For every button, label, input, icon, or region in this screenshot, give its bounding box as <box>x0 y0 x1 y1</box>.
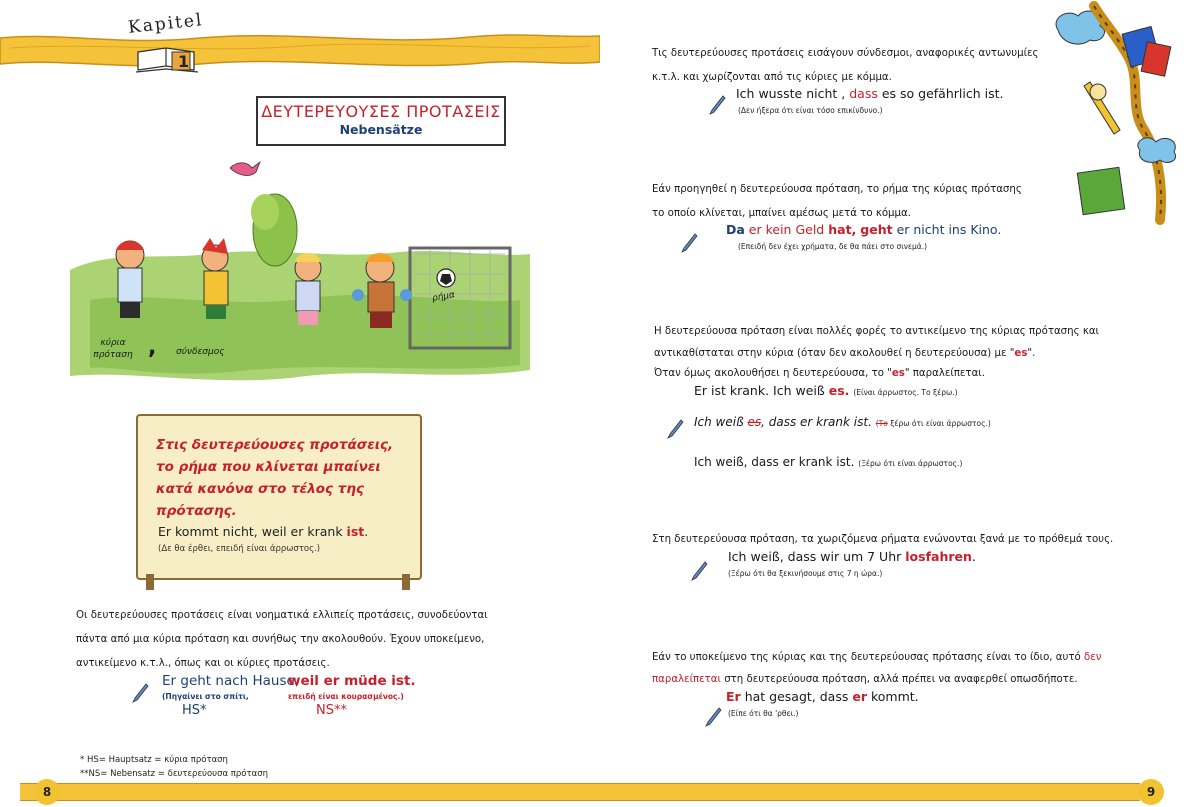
section5-line1-a: Εάν το υποκείμενο της κύριας και της δευτερεύουσας πρότασης είναι το ίδιο, αυτό <box>652 652 1081 663</box>
section2-text: Εάν προηγηθεί η δευτερεύουσα πρόταση, το ρήμα της κύριας πρότασης το οποίο κλίνεται, μπαίνει αμέσως μετά το κόμμα. <box>652 184 1022 219</box>
section3-example3 <box>694 455 962 469</box>
section3-ex2-es: es <box>747 415 762 429</box>
rule-example-start: Er kommt nicht, weil er krank <box>158 524 343 539</box>
signpost-legs <box>140 574 416 590</box>
ns-label: NS** <box>316 703 347 718</box>
section2-ex-mid: er kein Geld <box>748 222 825 237</box>
section5-ex-mid: hat gesagt, dass <box>744 689 849 704</box>
pen-icon <box>690 560 708 582</box>
section5-line1 <box>652 646 1101 670</box>
section3-ex1-es: es. <box>828 383 850 398</box>
pen-icon <box>704 706 722 728</box>
section1-translation: (Δεν ήξερα ότι είναι τόσο επικίνδυνο.) <box>738 106 883 115</box>
kid-three <box>295 253 321 325</box>
section3-ex2-b: , dass er krank ist. <box>761 415 872 429</box>
section5-line1-den: δεν <box>1084 652 1102 663</box>
title-greek: ΔΕΥΤΕΡΕΥΟΥΣΕΣ ΠΡΟΤΑΣΕΙΣ <box>261 102 501 121</box>
section3-ex2-tr: ξέρω ότι είναι άρρωστος.) <box>887 419 991 428</box>
section3-line2-b: ". <box>1027 348 1036 359</box>
section1-ex-dass: dass <box>849 86 878 101</box>
section4-example <box>728 549 976 564</box>
section3-example1 <box>694 383 958 398</box>
chapter-number: 1 <box>178 52 190 71</box>
section5-line2-red: παραλείπεται <box>652 674 721 685</box>
kid-one <box>116 241 144 318</box>
bottom-band-right <box>600 783 1140 801</box>
section1-ex-a: Ich wusste nicht , <box>736 86 846 101</box>
section5-example <box>726 689 919 704</box>
pen-icon <box>680 232 698 254</box>
section3-ex3: Ich weiß, dass er krank ist. <box>694 455 855 469</box>
section4-text: Στη δευτερεύουσα πρόταση, τα χωριζόμενα ρήματα ενώνονται ξανά με το πρόθεμά τους. <box>652 534 1114 545</box>
rule-text: Στις δευτερεύουσες προτάσεις, το ρήμα που κλίνεται μπαίνει κατά κανόνα στο τέλος της πρότασης. <box>156 437 394 519</box>
rule-example-end: . <box>364 524 369 539</box>
section3-line3-b: " παραλείπεται. <box>904 368 985 379</box>
rule-translation: (Δε θα έρθει, επειδή είναι άρρωστος.) <box>158 544 321 554</box>
rule-example-verb: ist <box>346 524 365 539</box>
pen-icon <box>666 418 684 440</box>
section3-line2-es: es <box>1014 348 1028 359</box>
section3-ex3-tr: (Ξέρω ότι είναι άρρωστος.) <box>858 459 963 468</box>
example-sub-clause: weil er müde ist. <box>288 673 416 689</box>
cartoon-characters <box>1040 0 1200 240</box>
kapitel-label: Kapitel <box>127 10 205 38</box>
footnote-hs: * HS= Hauptsatz = κύρια πρόταση <box>80 755 228 765</box>
section3-line1: Η δευτερεύουσα πρόταση είναι πολλές φορές το αντικείμενο της κύριας πρότασης και <box>654 326 1099 337</box>
section2-ex-da: Da <box>726 222 745 237</box>
section3-line3-a: Όταν όμως ακολουθήσει η δευτερεύουσα, το " <box>654 368 892 379</box>
chapter-ribbon <box>0 28 600 70</box>
label-comma: , <box>148 335 157 360</box>
section3-example2 <box>694 415 991 429</box>
section1-ex-c: es so gefährlich ist. <box>881 86 1004 101</box>
page-title-box <box>256 96 506 146</box>
section3-ex2-tr-x: (Το <box>875 419 888 428</box>
section2-ex-hat: hat, <box>828 222 857 237</box>
label-main-clause: κύρια πρόταση <box>93 338 133 360</box>
right-page <box>600 0 1200 807</box>
rule-signboard <box>136 414 422 580</box>
example-main-clause: Er geht nach Hause, <box>162 673 300 689</box>
section5-ex-end: kommt. <box>870 689 919 704</box>
pen-icon <box>708 94 726 116</box>
section5-ex-er1: Er <box>726 689 741 704</box>
rule-example <box>158 524 368 539</box>
section2-translation: (Επειδή δεν έχει χρήματα, δε θα πάει στο σινεμά.) <box>738 242 928 251</box>
section4-ex-a: Ich weiß, dass wir um 7 Uhr <box>728 549 902 564</box>
title-german: Nebensätze <box>339 122 423 137</box>
label-goal-verb: ρήμα <box>431 290 456 304</box>
section2-ex-end: er nicht ins Kino. <box>896 222 1002 237</box>
section2-ex-geht: geht <box>860 222 893 237</box>
example-main-translation: (Πηγαίνει στο σπίτι, <box>162 692 249 701</box>
section3-ex1-tr: (Είναι άρρωστος. Το ξέρω.) <box>853 388 958 397</box>
section4-ex-verb: losfahren <box>905 549 972 564</box>
section1-example <box>736 86 1003 101</box>
section5-line2-b: στη δευτερεύουσα πρόταση, αλλά πρέπει να αναφερθεί οπωσδήποτε. <box>720 674 1078 685</box>
open-book-icon <box>134 44 200 76</box>
section3-line2-a: αντικαθίσταται στην κύρια (όταν δεν ακολουθεί η δευτερεύουσα) με " <box>654 348 1015 359</box>
section3-ex1-a: Er ist krank. Ich weiß <box>694 383 825 398</box>
example-sub-translation: επειδή είναι κουρασμένος.) <box>288 692 404 701</box>
label-conjunction: σύνδεσμος <box>176 347 225 357</box>
section4-translation: (Ξέρω ότι θα ξεκινήσουμε στις 7 η ώρα.) <box>728 569 883 578</box>
bottom-band-left <box>20 783 600 801</box>
page-number-left: 8 <box>34 779 60 805</box>
section3-line3-es: es <box>891 368 905 379</box>
section3-ex2-a: Ich weiß <box>694 415 744 429</box>
section5-translation: (Είπε ότι θα 'ρθει.) <box>728 709 799 718</box>
page-number-right: 9 <box>1138 779 1164 805</box>
pen-icon <box>131 682 149 704</box>
section4-ex-end: . <box>971 549 976 564</box>
intro-paragraph: Οι δευτερεύουσες προτάσεις είναι νοηματικά ελλιπείς προτάσεις, συνοδεύονται πάντα από μια κύρια πρόταση και συνήθως την ακολουθούν. Έχουν υποκείμενο, αντικείμενο κ.τ.λ., όπως και οι κύριες προτάσεις. <box>76 610 488 669</box>
section2-example <box>726 222 1001 237</box>
section1-text: Τις δευτερεύουσες προτάσεις εισάγουν σύνδεσμοι, αναφορικές αντωνυμίες κ.τ.λ. και χωρίζονται από τις κύριες με κόμμα. <box>652 48 1039 83</box>
hs-label: HS* <box>182 703 207 718</box>
section5-ex-er2: er <box>852 689 867 704</box>
footnote-ns: **NS= Nebensatz = δευτερεύουσα πρόταση <box>80 769 268 779</box>
